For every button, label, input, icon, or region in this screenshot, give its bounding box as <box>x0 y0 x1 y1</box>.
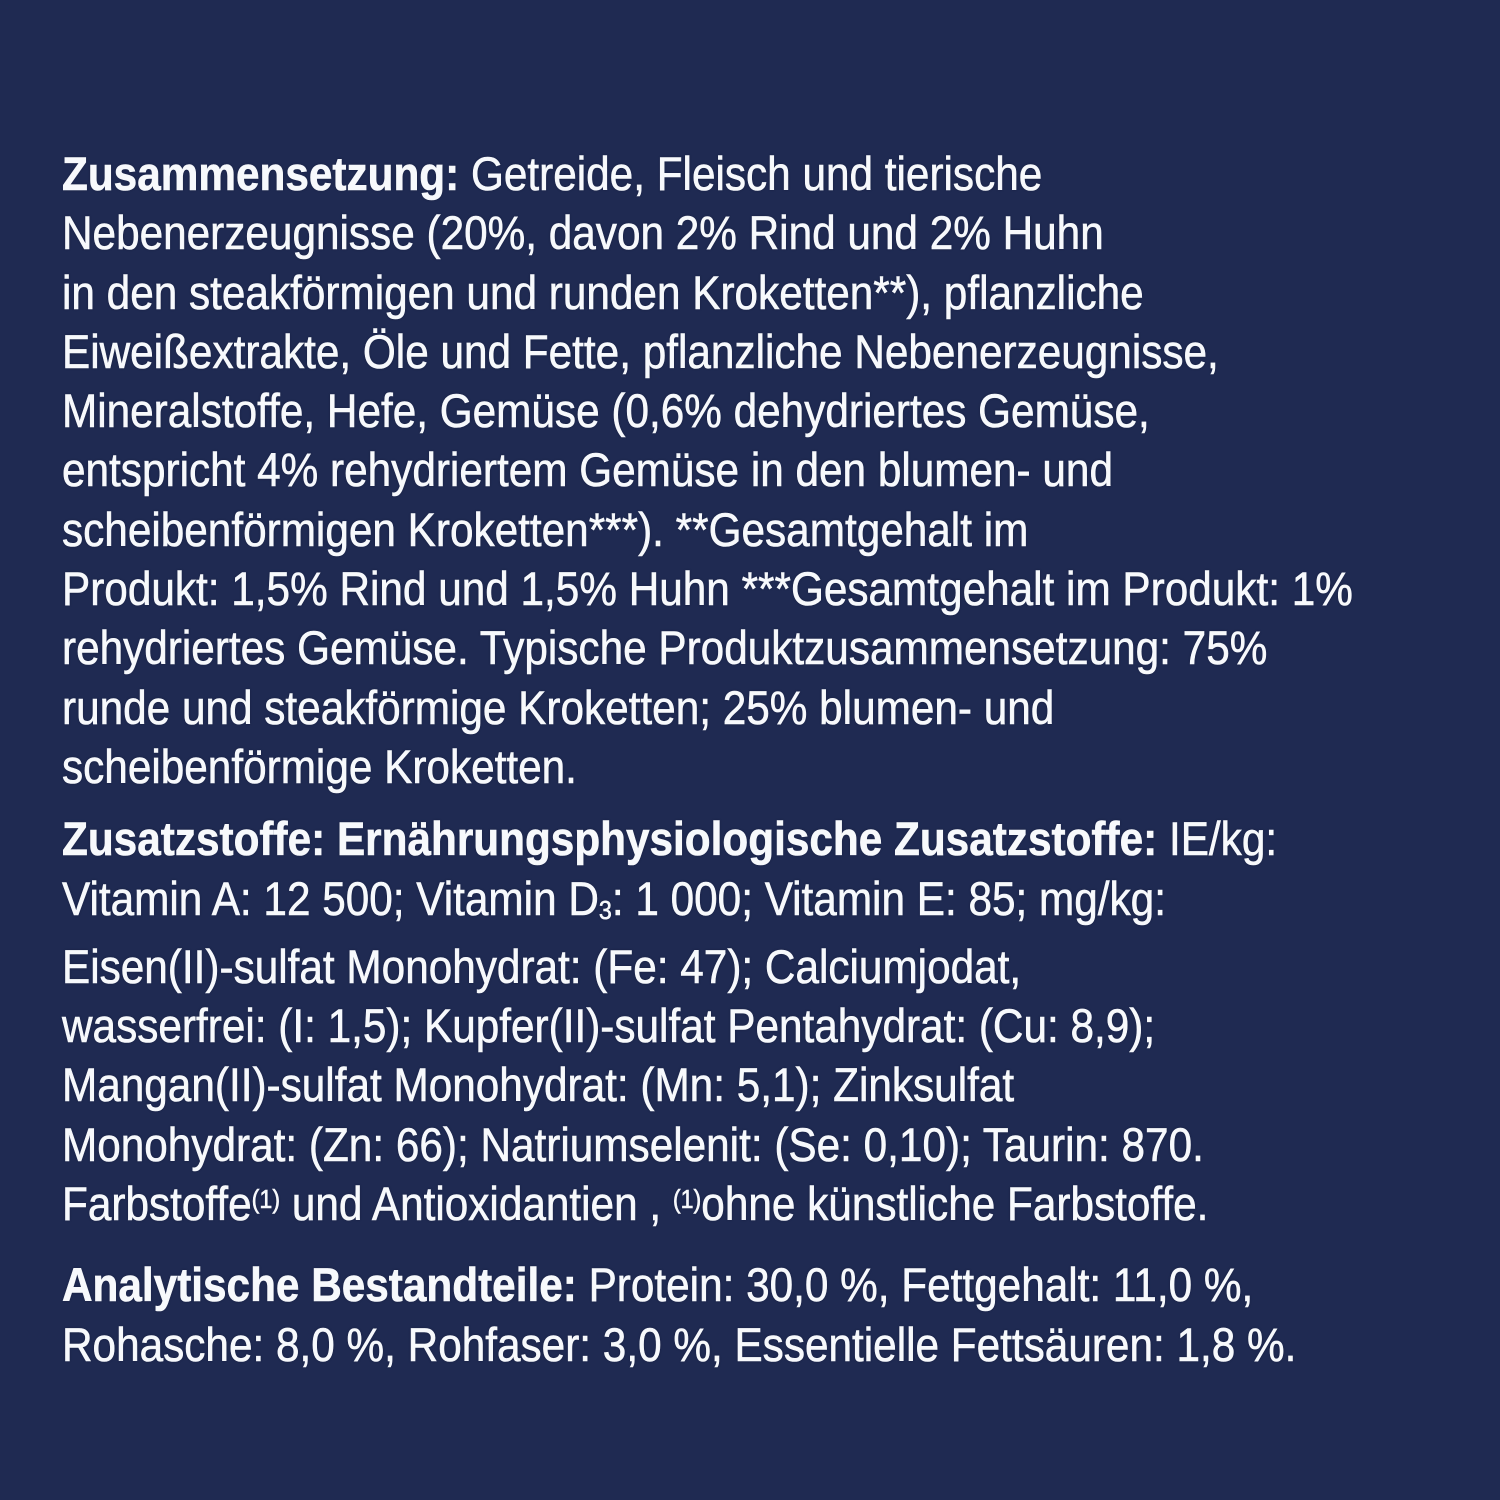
body-text: IE/kg: <box>1157 812 1278 866</box>
body-text: Eiweißextrakte, Öle und Fette, pflanzliche Nebenerzeugnisse, <box>62 324 1219 378</box>
text-line <box>62 1315 1338 1374</box>
body-text: ohne künstliche Farbstoffe. <box>701 1177 1209 1231</box>
text-line <box>62 1255 1338 1314</box>
body-text: scheibenförmige Kroketten. <box>62 739 577 793</box>
text-line <box>62 1174 1338 1242</box>
text-line <box>62 500 1338 559</box>
subscript-text: 3 <box>598 897 612 926</box>
paragraph-zusatzstoffe <box>62 809 1480 1242</box>
text-line <box>62 618 1338 677</box>
paragraph-zusammensetzung <box>62 144 1480 796</box>
body-text: Monohydrat: (Zn: 66); Natriumselenit: (Se: 0,10); Taurin: 870. <box>62 1117 1204 1171</box>
superscript-note-marker: (1) <box>251 1186 281 1215</box>
section-heading-text: Zusammensetzung: <box>62 147 460 200</box>
text-line <box>62 678 1338 737</box>
superscript-note-marker: (1) <box>672 1186 702 1215</box>
body-text: rehydriertes Gemüse. Typische Produktzusammensetzung: 75% <box>62 621 1268 675</box>
text-line <box>62 996 1338 1055</box>
body-text: und Antioxidantien , <box>280 1177 673 1231</box>
body-text: Nebenerzeugnisse (20%, davon 2% Rind und 2% Huhn <box>62 206 1104 260</box>
text-line <box>62 144 1338 203</box>
text-line <box>62 263 1338 322</box>
body-text: : 1 000; Vitamin E: 85; mg/kg: <box>611 871 1166 925</box>
text-line <box>62 737 1338 796</box>
section-heading-text: Analytische Bestandteile: <box>62 1258 577 1312</box>
text-line <box>62 440 1338 499</box>
body-text: scheibenförmigen Kroketten***). **Gesamtgehalt im <box>62 502 1029 556</box>
body-text: in den steakförmigen und runden Kroketten**), pflanzliche <box>62 265 1144 319</box>
product-label-panel <box>62 144 1480 1374</box>
body-text: Mangan(II)-sulfat Monohydrat: (Mn: 5,1); Zinksulfat <box>62 1058 1015 1112</box>
text-line <box>62 559 1353 618</box>
body-text: Vitamin A: 12 500; Vitamin D <box>62 871 599 925</box>
text-line <box>62 322 1338 381</box>
body-text: Getreide, Fleisch und tierische <box>459 147 1043 200</box>
body-text: Mineralstoffe, Hefe, Gemüse (0,6% dehydriertes Gemüse, <box>62 384 1150 438</box>
body-text: Eisen(II)-sulfat Monohydrat: (Fe: 47); Calciumjodat, <box>62 939 1022 993</box>
text-line <box>62 203 1338 262</box>
text-line <box>62 1115 1338 1174</box>
text-line <box>62 381 1338 440</box>
text-line <box>62 809 1338 868</box>
body-text: Produkt: 1,5% Rind und 1,5% Huhn ***Gesamtgehalt im Produkt: 1% <box>62 562 1353 616</box>
body-text: Farbstoffe <box>62 1177 252 1231</box>
body-text: Rohasche: 8,0 %, Rohfaser: 3,0 %, Essentielle Fettsäuren: 1,8 %. <box>62 1317 1297 1371</box>
text-line <box>62 869 1338 937</box>
text-line <box>62 1055 1338 1114</box>
body-text: entspricht 4% rehydriertem Gemüse in den blumen- und <box>62 443 1113 497</box>
body-text: runde und steakförmige Kroketten; 25% blumen- und <box>62 680 1055 734</box>
paragraph-analytische-bestandteile <box>62 1255 1480 1374</box>
body-text: wasserfrei: (I: 1,5); Kupfer(II)-sulfat Pentahydrat: (Cu: 8,9); <box>62 999 1156 1053</box>
section-heading-text: Zusatzstoffe: Ernährungsphysiologische Zusatzstoffe: <box>62 812 1158 866</box>
body-text: Protein: 30,0 %, Fettgehalt: 11,0 %, <box>576 1258 1254 1312</box>
text-line <box>62 937 1338 996</box>
